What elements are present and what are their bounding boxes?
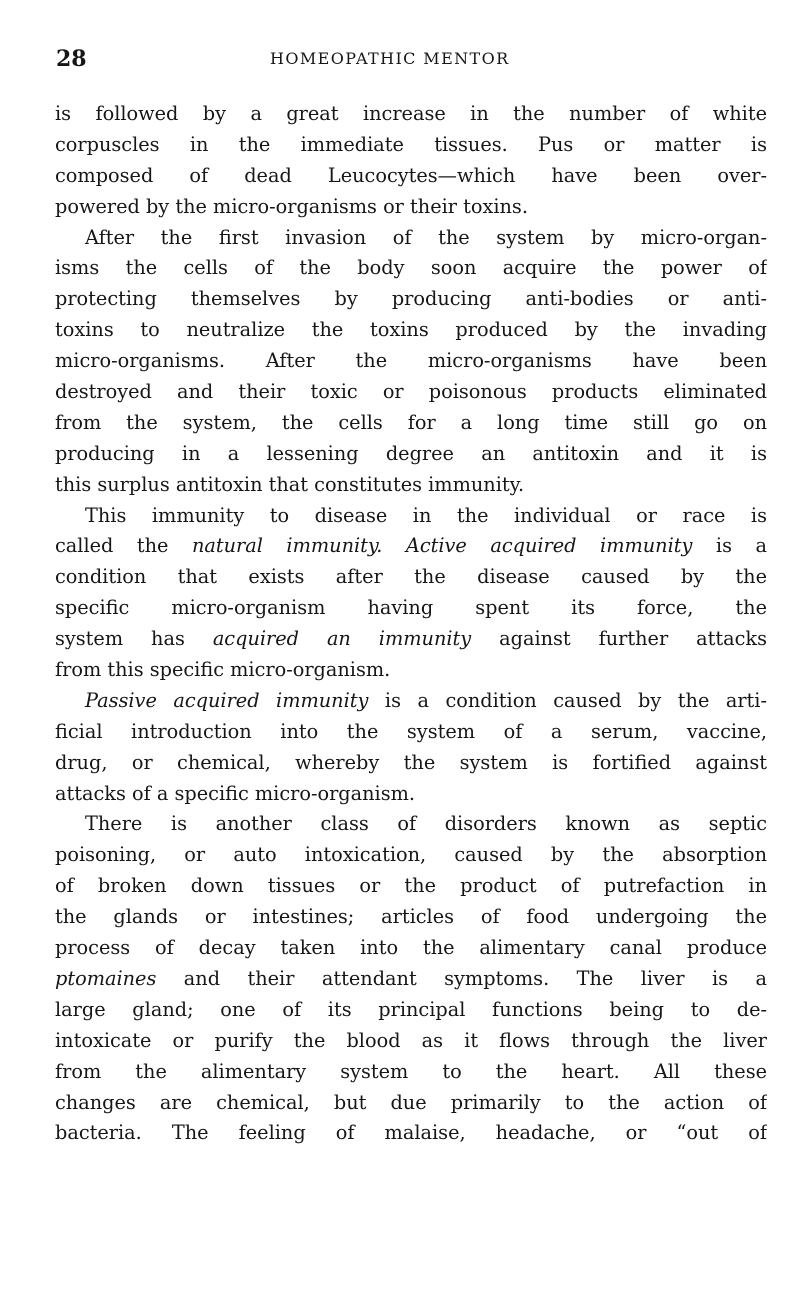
page-number: 28: [56, 46, 87, 72]
text-line: destroyed and their toxic or poisonous products eliminated: [55, 380, 767, 404]
text-line: the glands or intestines; articles of food undergoing the: [55, 905, 767, 929]
text-line: This immunity to disease in the individual or race is: [85, 503, 767, 527]
text-line: powered by the micro-organisms or their toxins.: [55, 194, 528, 218]
text-line: this surplus antitoxin that constitutes immunity.: [55, 472, 525, 496]
italic-term: acquired an immunity: [212, 627, 472, 651]
page-header: [0, 46, 800, 76]
text-line: changes are chemical, but due primarily to the action of: [55, 1090, 767, 1114]
text-line: bacteria. The feeling of malaise, headache, or “out of: [55, 1121, 767, 1145]
text-line: system has acquired an immunity against further attacks: [55, 627, 767, 651]
text-line: process of decay taken into the alimentary canal produce: [55, 936, 767, 960]
text-line: is followed by a great increase in the number of white: [55, 102, 767, 125]
text-line: micro-organisms. After the micro-organisms have been: [55, 349, 767, 373]
text-line: condition that exists after the disease caused by the: [55, 565, 767, 589]
text-line: corpuscles in the immediate tissues. Pus or matter is: [55, 132, 767, 156]
text-line: After the first invasion of the system by micro-organ-: [85, 225, 767, 249]
text-line: There is another class of disorders known as septic: [85, 812, 767, 836]
text-line: producing in a lessening degree an antitoxin and it is: [55, 441, 767, 465]
text-line: from this specific micro-organism.: [55, 658, 391, 682]
text-line: attacks of a specific micro-organism.: [55, 781, 416, 805]
text-line: from the system, the cells for a long time still go on: [55, 410, 767, 434]
text-line: poisoning, or auto intoxication, caused by the absorption: [55, 843, 767, 867]
italic-term: ptomaines: [55, 966, 157, 990]
text-line: toxins to neutralize the toxins produced by the invading: [55, 318, 767, 342]
text-line: isms the cells of the body soon acquire the power of: [55, 256, 767, 280]
text-line: ficial introduction into the system of a serum, vaccine,: [55, 719, 767, 743]
italic-term: Active acquired immunity: [405, 534, 693, 558]
text-line: Passive acquired immunity is a condition caused by the arti-: [85, 688, 767, 712]
italic-term: Passive acquired immunity: [85, 688, 369, 712]
italic-term: natural immunity.: [191, 534, 383, 558]
body-text: [55, 99, 767, 1149]
text-line: protecting themselves by producing anti-bodies or anti-: [55, 287, 767, 311]
text-line: intoxicate or purify the blood as it flows through the liver: [55, 1028, 767, 1052]
text-line: specific micro-organism having spent its force, the: [55, 596, 767, 620]
running-head: HOMEOPATHIC MENTOR: [270, 49, 510, 68]
text-line: called the natural immunity. Active acquired immunity is a: [55, 534, 767, 558]
text-line: large gland; one of its principal functions being to de-: [55, 997, 767, 1021]
text-line: drug, or chemical, whereby the system is fortified against: [55, 750, 767, 774]
text-line: composed of dead Leucocytes—which have been over-: [55, 163, 767, 187]
text-line: of broken down tissues or the product of putrefaction in: [55, 874, 767, 898]
text-line: ptomaines and their attendant symptoms. The liver is a: [55, 966, 767, 990]
text-line: from the alimentary system to the heart. All these: [55, 1059, 767, 1083]
